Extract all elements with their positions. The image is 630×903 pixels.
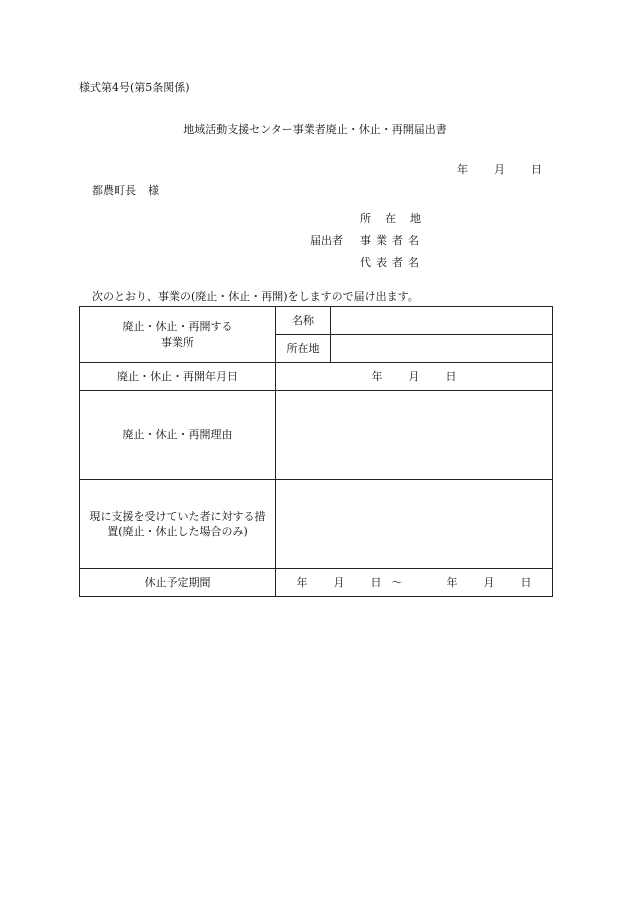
date-value-cell[interactable] [276,363,553,391]
table-row [80,391,553,480]
reason-value-cell[interactable] [276,391,553,480]
applicant-representative-row [310,251,435,273]
measures-label-line2: 置(廃止・休止した場合のみ) [107,525,248,538]
date-line [457,164,542,175]
date-label-cell [80,363,276,391]
office-label-line2: 事業所 [161,335,194,349]
office-label-line1: 廃止・休止・再開する [122,320,233,334]
addressee [92,185,159,196]
reason-label: 廃止・休止・再開理由 [122,428,233,442]
applicant-representative-label: 代表者名 [360,255,424,269]
table-row [80,363,553,391]
addressee-name: 都農町長 [92,184,136,197]
table-row [80,480,553,569]
document-title: 地域活動支援センター事業者廃止・休止・再開届出書 [183,123,447,136]
notification-table [79,306,553,597]
suspension-tilde: ～ [391,575,403,589]
form-number: 様式第4号(第5条関係) [79,81,190,94]
suspension-from-year: 年 [296,575,308,589]
name-label: 名称 [292,313,314,327]
table-row [80,307,553,335]
table-date-year: 年 [371,369,383,383]
table-date-month: 月 [408,369,420,383]
date-year: 年 [457,163,468,176]
name-value-cell[interactable] [331,307,553,335]
location-value-cell[interactable] [331,335,553,363]
suspension-to-day: 日 [520,575,532,589]
name-label-cell [276,307,331,335]
date-label: 廃止・休止・再開年月日 [117,369,238,383]
table-date-day: 日 [445,369,457,383]
suspension-from-month: 月 [333,575,345,589]
addressee-honorific: 様 [148,184,159,197]
applicant-business-name-label: 事業者名 [360,233,424,247]
location-label: 所在地 [286,341,320,355]
measures-label-line1: 現に支援を受けていた者に対する措 [89,509,266,523]
suspension-label-cell [80,569,276,597]
measures-label-cell [80,480,276,569]
applicant-address-row [310,207,435,229]
applicant-business-row [310,229,435,251]
reason-label-cell [80,391,276,480]
measures-value-cell[interactable] [276,480,553,569]
suspension-from-day: 日 [370,575,382,589]
applicant-address-label: 所在地 [360,211,435,225]
applicant-block [310,207,435,273]
suspension-to-month: 月 [483,575,495,589]
date-month: 月 [494,163,505,176]
location-label-cell [276,335,331,363]
applicant-heading: 届出者 [310,233,343,247]
date-day: 日 [531,163,542,176]
suspension-value-cell[interactable] [276,569,553,597]
suspension-to-year: 年 [446,575,458,589]
table-row [80,569,553,597]
lead-sentence: 次のとおり、事業の(廃止・休止・再開)をしますので届け出ます。 [92,290,419,303]
suspension-label: 休止予定期間 [144,575,211,589]
office-label-cell [80,307,276,363]
